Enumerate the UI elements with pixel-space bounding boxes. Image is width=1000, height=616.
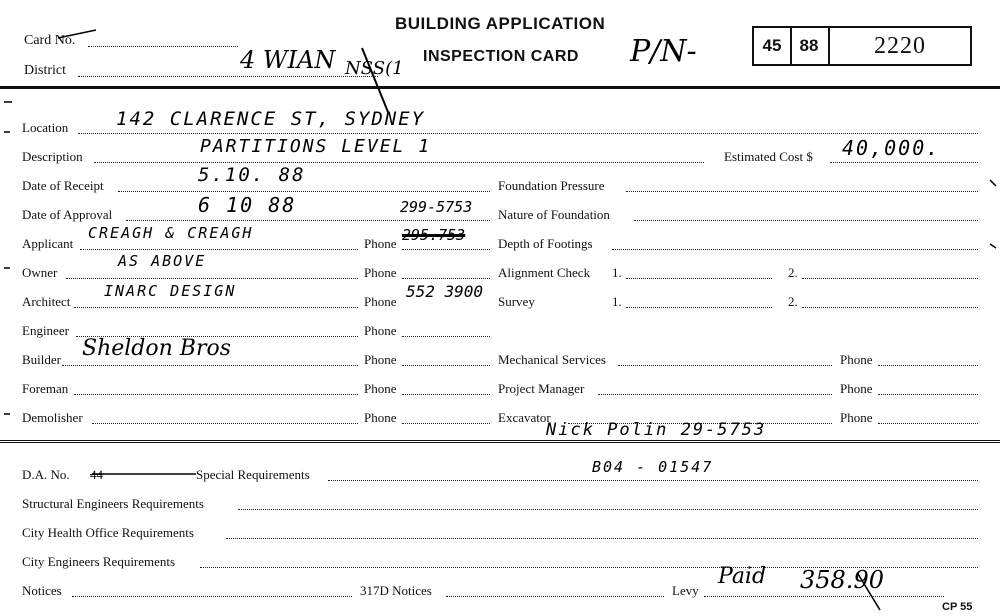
structural-dots <box>238 509 978 510</box>
alignment-check-label: Alignment Check <box>498 265 591 280</box>
special-req-label: Special Requirements <box>196 467 310 482</box>
architect-phone-value: 552 3900 <box>406 282 484 301</box>
card-no-label: Card No. <box>24 33 76 48</box>
card-no-dots <box>88 46 238 47</box>
estimated-cost-label: Estimated Cost $ <box>724 149 813 164</box>
notices-317-dots <box>446 596 664 597</box>
nature-foundation-label: Nature of Foundation <box>498 207 610 222</box>
notices-label: Notices <box>22 583 62 598</box>
box-year-b: 88 <box>790 26 830 66</box>
foreman-dots <box>74 394 358 395</box>
right-margin-tick-1 <box>990 180 996 186</box>
builder-label: Builder <box>22 352 61 367</box>
mid-rule <box>0 440 1000 446</box>
pm-phone-dots <box>878 394 978 395</box>
foundation-pressure-label: Foundation Pressure <box>498 178 605 193</box>
builder-phone-dots <box>402 365 490 366</box>
fp-dots <box>626 191 978 192</box>
date-approval-value: 6 10 88 <box>198 193 297 217</box>
da-no-label: D.A. No. <box>22 467 70 482</box>
handwritten-district: 4 WIAN <box>240 46 336 74</box>
box-year-a: 45 <box>752 26 792 66</box>
da-prefix-struck: 44 <box>90 467 103 482</box>
alignment-two-label: 2. <box>788 265 798 280</box>
applicant-value: CREAGH & CREAGH <box>88 224 254 242</box>
mechanical-label: Mechanical Services <box>498 352 606 367</box>
health-dots <box>226 538 978 539</box>
demolisher-phone-label: Phone <box>364 410 397 425</box>
architect-phone-label: Phone <box>364 294 397 309</box>
builder-value: Sheldon Bros <box>82 336 232 361</box>
receipt-dots <box>118 191 490 192</box>
title-line-2: INSPECTION CARD <box>423 48 579 65</box>
builder-dots <box>62 365 358 366</box>
architect-dots <box>74 307 358 308</box>
pm-phone-label: Phone <box>840 381 873 396</box>
architect-label: Architect <box>22 294 71 309</box>
applicant-phone-dots <box>402 249 490 250</box>
health-label: City Health Office Requirements <box>22 525 194 540</box>
project-manager-label: Project Manager <box>498 381 585 396</box>
excavator-label: Excavator <box>498 410 551 425</box>
demolisher-dots <box>92 423 358 424</box>
date-receipt-value: 5.10. 88 <box>198 164 306 186</box>
exc-phone-dots <box>878 423 978 424</box>
applicant-phone-label: Phone <box>364 236 397 251</box>
special-req-value: B04 - 01547 <box>592 458 714 476</box>
demolisher-phone-dots <box>402 423 490 424</box>
handwritten-note: NSS(1 <box>345 58 404 79</box>
estimated-cost-value: 40,000. <box>842 136 941 160</box>
applicant-phone-struck: 295.753 <box>402 226 466 244</box>
builder-phone-label: Phone <box>364 352 397 367</box>
owner-phone-label: Phone <box>364 265 397 280</box>
location-value: 142 CLARENCE ST, SYDNEY <box>116 108 426 130</box>
structural-label: Structural Engineers Requirements <box>22 496 204 511</box>
levy-label: Levy <box>672 583 699 598</box>
applicant-dots <box>80 249 358 250</box>
box-card-number: 2220 <box>830 26 972 66</box>
notices-317-label: 317D Notices <box>360 583 432 598</box>
df-dots <box>612 249 978 250</box>
demolisher-label: Demolisher <box>22 410 83 425</box>
district-label: District <box>24 63 66 78</box>
title-line-1: BUILDING APPLICATION <box>395 14 606 33</box>
approval-dots <box>126 220 490 221</box>
description-value: PARTITIONS LEVEL 1 <box>200 136 432 157</box>
owner-label: Owner <box>22 265 58 280</box>
al2-dots <box>802 278 978 279</box>
survey-label: Survey <box>498 294 535 309</box>
mechanical-phone-label: Phone <box>840 352 873 367</box>
engineer-phone-label: Phone <box>364 323 397 338</box>
survey-one-label: 1. <box>612 294 622 309</box>
city-eng-label: City Engineers Requirements <box>22 554 176 569</box>
foreman-phone-label: Phone <box>364 381 397 396</box>
owner-phone-dots <box>402 278 490 279</box>
handwritten-pn: P/N- <box>630 34 697 69</box>
special-dots <box>328 480 978 481</box>
engineer-phone-dots <box>402 336 490 337</box>
sv2-dots <box>802 307 978 308</box>
engineer-label: Engineer <box>22 323 69 338</box>
district-dots <box>78 76 378 77</box>
architect-value: INARC DESIGN <box>104 282 237 300</box>
location-label: Location <box>22 120 69 135</box>
owner-value: AS ABOVE <box>118 252 207 270</box>
description-label: Description <box>22 149 83 164</box>
mech-phone-dots <box>878 365 978 366</box>
sv1-dots <box>626 307 772 308</box>
excavator-phone-label: Phone <box>840 410 873 425</box>
applicant-label: Applicant <box>22 236 74 251</box>
alignment-one-label: 1. <box>612 265 622 280</box>
levy-value: 358.90 <box>800 566 884 594</box>
mech-dots <box>618 365 832 366</box>
al1-dots <box>626 278 772 279</box>
excavator-note: Nick Polin 29-5753 <box>546 420 767 440</box>
nf-dots <box>634 220 978 221</box>
foreman-label: Foreman <box>22 381 69 396</box>
levy-dots <box>704 596 944 597</box>
foreman-phone-dots <box>402 394 490 395</box>
cost-dots <box>830 162 978 163</box>
owner-dots <box>66 278 358 279</box>
description-dots <box>94 162 704 163</box>
approval-phone-note: 299-5753 <box>400 198 473 216</box>
pm-dots <box>598 394 832 395</box>
levy-paid: Paid <box>718 564 767 589</box>
date-approval-label: Date of Approval <box>22 207 113 222</box>
notices-dots <box>72 596 352 597</box>
header-rule <box>0 86 1000 89</box>
survey-two-label: 2. <box>788 294 798 309</box>
right-margin-tick-2 <box>990 244 996 248</box>
form-code: CP 55 <box>942 601 973 613</box>
location-dots <box>78 133 978 134</box>
date-receipt-label: Date of Receipt <box>22 178 104 193</box>
depth-footings-label: Depth of Footings <box>498 236 593 251</box>
